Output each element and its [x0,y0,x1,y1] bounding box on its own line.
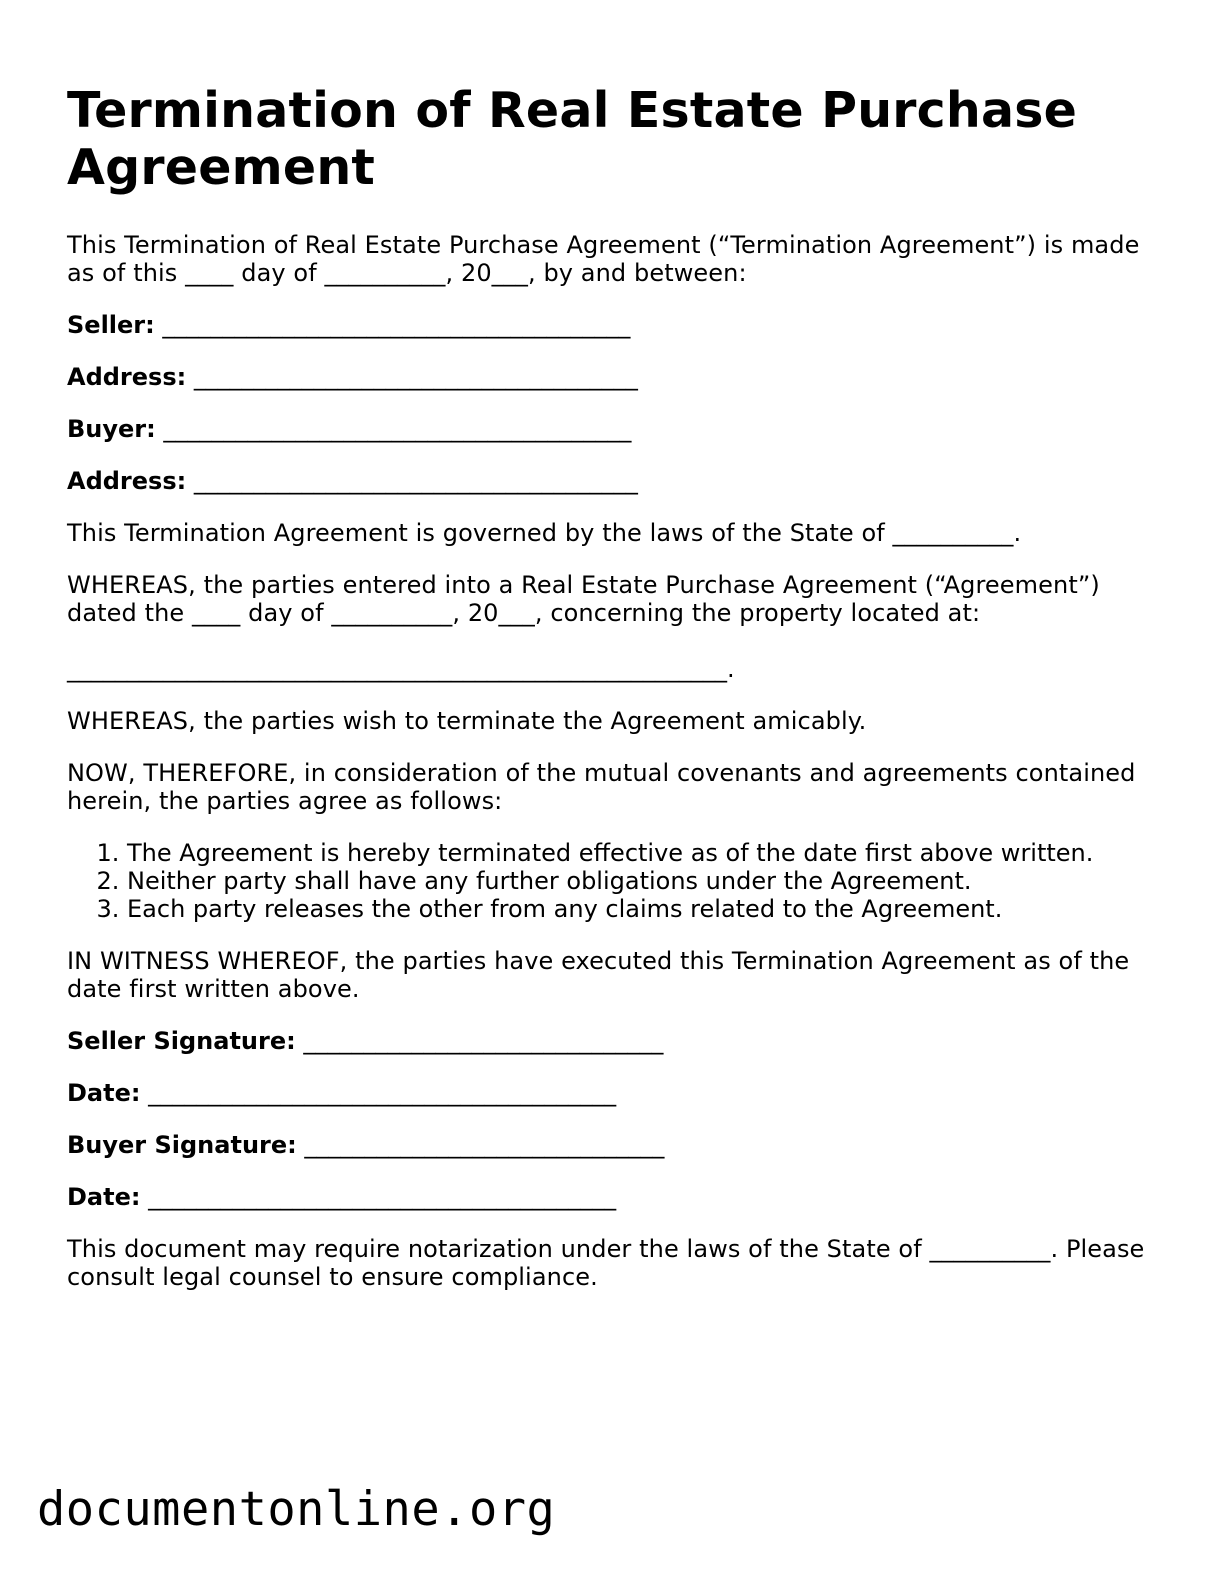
terms-list [67,839,1167,923]
seller-address-field [67,363,1167,391]
seller-field [67,311,1167,339]
buyer-address-blank: _____________________________________ [193,467,638,495]
buyer-field [67,415,1167,443]
term-item: 3. Each party releases the other from any claims related to the Agreement. [127,895,1167,923]
seller-signature-label: Seller Signature: [67,1027,296,1055]
seller-date-field [67,1079,1167,1107]
watermark-text: documentonline.org [37,1482,556,1537]
seller-address-blank: _____________________________________ [193,363,638,391]
document-page [67,82,1167,1315]
term-item: 2. Neither party shall have any further obligations under the Agreement. [127,867,1167,895]
buyer-signature-field [67,1131,1167,1159]
seller-address-label: Address: [67,363,187,391]
seller-date-blank: _______________________________________ [148,1079,617,1107]
buyer-blank: _______________________________________ [163,415,632,443]
whereas-paragraph-1: WHEREAS, the parties entered into a Real Estate Purchase Agreement (“Agreement”) dated the ____ day of __________, 20___, concerning the property located at: [67,571,1100,627]
buyer-signature-label: Buyer Signature: [67,1131,297,1159]
notarization-paragraph: This document may require notarization under the laws of the State of __________. Please consult legal counsel to ensure compliance. [67,1235,1145,1291]
buyer-date-label: Date: [67,1183,141,1211]
seller-blank: _______________________________________ [162,311,631,339]
buyer-date-blank: _______________________________________ [148,1183,617,1211]
buyer-signature-blank: ______________________________ [304,1131,665,1159]
intro-paragraph: This Termination of Real Estate Purchase Agreement (“Termination Agreement”) is made as of this ____ day of __________, 20___, by and between: [67,231,1140,287]
document-title: Termination of Real Estate Purchase Agreement [67,82,1078,196]
governing-law-paragraph: This Termination Agreement is governed by the laws of the State of __________. [67,519,1022,547]
buyer-address-field [67,467,1167,495]
term-item: 1. The Agreement is hereby terminated effective as of the date first above written. [127,839,1167,867]
property-address-line: _______________________________________________________. [67,655,735,683]
buyer-label: Buyer: [67,415,156,443]
seller-date-label: Date: [67,1079,141,1107]
now-therefore-paragraph: NOW, THEREFORE, in consideration of the mutual covenants and agreements contained herein, the parties agree as follows: [67,759,1136,815]
seller-label: Seller: [67,311,155,339]
seller-signature-blank: ______________________________ [303,1027,664,1055]
buyer-date-field [67,1183,1167,1211]
witness-paragraph: IN WITNESS WHEREOF, the parties have executed this Termination Agreement as of the date first written above. [67,947,1130,1003]
buyer-address-label: Address: [67,467,187,495]
seller-signature-field [67,1027,1167,1055]
whereas-paragraph-2: WHEREAS, the parties wish to terminate the Agreement amicably. [67,707,867,735]
